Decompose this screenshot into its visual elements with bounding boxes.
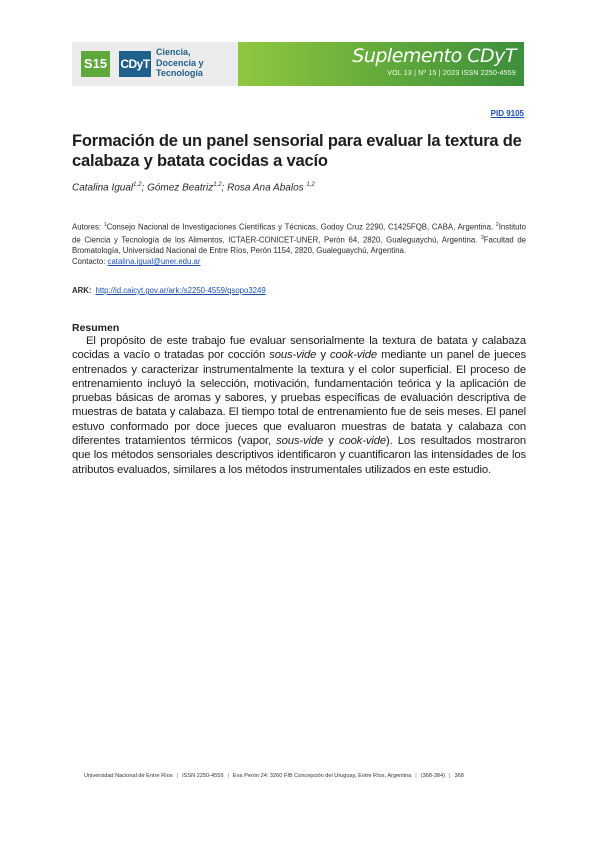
author-name: Catalina Igual (72, 182, 134, 194)
ark-link[interactable]: http://id.caicyt.gov.ar/ark:/s2250-4559/qsopo3249 (95, 286, 266, 295)
abstract-emphasis: sous-vide (269, 349, 317, 362)
author-sup: 1,2 (213, 182, 222, 188)
author-name: Gómez Beatriz (147, 182, 214, 194)
affil-label: Autores: (72, 222, 102, 232)
pid-link[interactable]: PID 9105 (490, 109, 524, 118)
abstract-body (72, 334, 526, 477)
author-sup: 1,2 (306, 182, 315, 188)
affil-2: Instituto de Ciencia y Tecnología de los Alimentos, ICTAER-CONICET-UNER, Perón 64, 2820, Gualeguaychú, Argentina. (72, 222, 527, 245)
logo-word-2: Docencia y (156, 57, 204, 68)
abstract-text: El propósito de este trabajo fue evaluar sensorialmente la textura de batata y calabaza cocidas a vacío o tratadas por cocción (72, 335, 526, 362)
affil-sup: 2 (495, 222, 499, 228)
author-name: Rosa Ana Abalos (227, 182, 304, 194)
footer-separator: | (176, 773, 179, 779)
footer-separator: | (227, 773, 229, 779)
affil-sup: 1 (103, 222, 107, 228)
banner-title-area (238, 42, 524, 86)
banner-logo-area (72, 42, 238, 86)
ark-label: ARK: (72, 286, 92, 295)
author-sup: 1,2 (133, 182, 142, 188)
abstract-emphasis: cook-vide (338, 435, 386, 448)
abstract-text: y (323, 435, 339, 448)
volume-line: VOL 13 | Nº 15 | 2023 ISSN 2250-4559 (387, 70, 516, 77)
affiliations (72, 220, 526, 267)
footer-page-number: 368 (454, 773, 464, 779)
paper-title: Formación de un panel sensorial para evaluar la textura de calabaza y batata cocidas a vacío (72, 132, 522, 170)
journal-banner (72, 42, 524, 86)
ark-line (72, 286, 266, 295)
page-footer (84, 773, 524, 779)
cdyt-logo-icon: CDyT (119, 51, 151, 77)
abstract-text: y (316, 349, 330, 362)
footer-issn: ISSN 2250-4559 (182, 773, 224, 779)
contact-email-link[interactable]: catalina.igual@uner.edu.ar (107, 257, 201, 267)
logo-word-3: Tecnología (156, 68, 203, 78)
footer-page-range: (368-384) (420, 773, 446, 779)
abstract-text: mediante un panel de jueces entrenados y caracterizar instrumentalmente la textura y el color superficial. El proceso de entrenamiento incluyó la selección, motivación, fundamentación teórica y la aplicación de pruebas básicas de aromas y sabores, y pruebas específicas de evaluación descriptiva de muestras de batata y calabaza. El tiempo total de entrenamiento fue de seis meses. El panel estuvo conformado por doce jueces que evaluaron muestras de batata y calabaza con diferentes tratamientos térmicos (vapor, (72, 349, 526, 448)
affil-3: Facultad de Bromatología, Universidad Nacional de Entre Ríos, Perón 1154, 2820, Gualeguaychú, Argentina. (72, 235, 527, 256)
footer-separator: | (415, 773, 417, 779)
footer-separator: | (449, 773, 451, 779)
abstract-emphasis: sous-vide (276, 435, 324, 448)
logo-word-1: Ciencia, (156, 47, 191, 57)
abstract-text: ). Los resultados mostraron que los métodos sensoriales descriptivos identificaron y cuantificaron las intensidades de los atributos evaluados, similares a los métodos instrumentales utilizados en este estudio. (72, 435, 526, 476)
abstract-emphasis: cook-vide (330, 349, 377, 362)
logo-wordmark (156, 47, 238, 79)
footer-address: Eva Perón 24; 3260 FIB Concepción del Uruguay, Entre Ríos, Argentina (232, 773, 412, 779)
author-list: Catalina Igual$^{1,2}$; Gómez Beatriz$^{1,2}$; Rosa Ana Abalos $^{1,2}$ (72, 182, 315, 194)
contact-label: Contacto: (72, 257, 106, 267)
s15-badge: S15 (81, 51, 110, 77)
footer-university: Universidad Nacional de Entre Ríos (84, 773, 173, 779)
affil-1: Consejo Nacional de Investigaciones Científicas y Técnicas, Godoy Cruz 2290, C1425FQB, CABA, Argentina. (106, 222, 494, 232)
affil-sup: 3 (481, 234, 484, 241)
abstract-heading: Resumen (72, 322, 120, 334)
supplement-title: Suplemento CDyT (352, 45, 516, 67)
